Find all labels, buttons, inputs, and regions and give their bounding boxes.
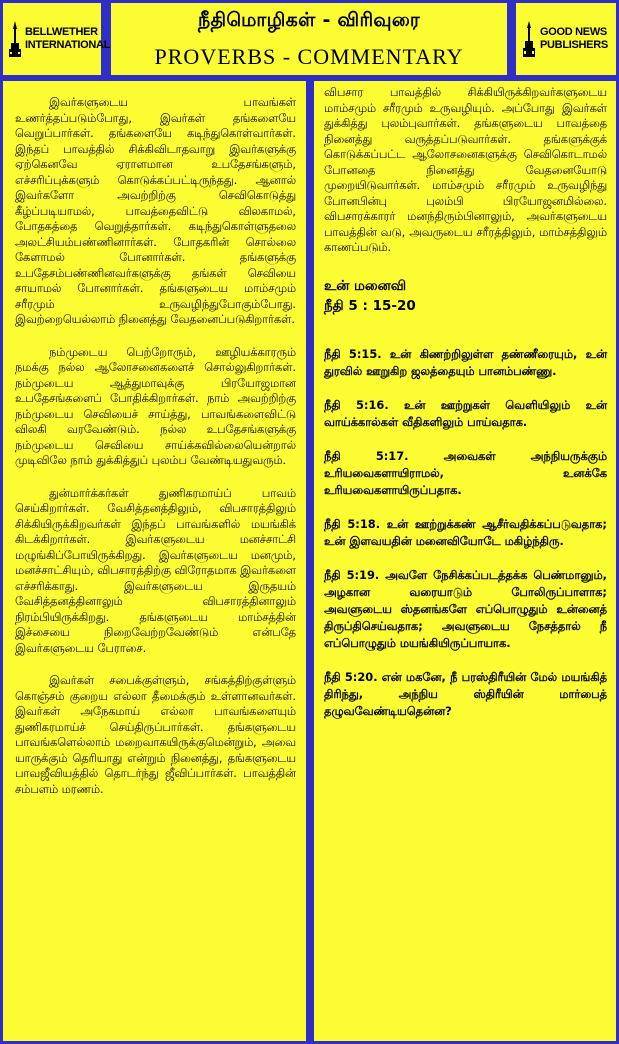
good-news-logo [516,3,616,75]
logo-left-line1: BELLWETHER [25,26,98,38]
left-paragraph-3: துன்மார்க்கர்கள் துணிகரமாய்ப் பாவம் செய்கிறார்கள். வேசித்தனத்திலும், விபசாரத்திலும் சிக்கியிருக்கிறவர்கள் இந்தப் பாவங்களில் மயங்கிக் கிடக்கிறார்கள். இவர்களுடைய மனச்சாட்சி மழுங்கிப்போயிருக்கிறது. இவர்களுடைய மனமும், மனச்சாட்சியும், விபசாரத்திற்கு விரோதமாக இவர்களை எச்சரிக்காது. இவர்களுடைய இருதயம் வேசித்தனத்தினாலும் விபசாரத்தினாலும் நிரம்பியிருக்கிறது. தங்களுடைய மாம்சத்தின் இச்சையை நிறைவேற்றவேண்டும் என்பதே இவர்களுடைய பேராசை. [15,486,296,655]
right-intro-paragraph: விபசார பாவத்தில் சிக்கியிருக்கிறவர்களுடைய மாம்சமும் சரீரமும் உருவழியும். அப்போது இவர்கள் துக்கித்து புலம்புவார்கள். தங்களுடைய பாவத்தை நினைத்து வருத்தப்படுவார்கள். தங்களுக்குக் கொடுக்கப்பட்ட ஆலோசனைகளுக்கு செவிகொடாமல் போனதை நினைத்து வேதனையோடு முறையிடுவார்கள். மாம்சமும் சரீரமும் உருவழிந்து போனபின்பு புலம்பி பிரயோஜனமில்லை. விபசாரக்காரர் மனந்திரும்பினாலும், அவர்களுடைய பாவத்தின் வடு, அவருடைய சரீரத்திலும், மாம்சத்திலும் காணப்படும். [324,86,607,254]
bellwether-logo [3,3,111,75]
left-paragraph-2: நம்முடைய பெற்றோரும், ஊழியக்காரரும் நமக்கு நல்ல ஆலோசனைகளைச் சொல்லுகிறார்கள். நம்முடைய ஆத்துமாவுக்கு பிரயோஜமான உபதேசங்களைப் போதிக்கிறார்கள். நாம் அவற்றிற்கு நம்முடைய செவியைச் சாய்த்து, பாவங்களைவிட்டு விலகி வரவேண்டும். நல்ல உபதேசங்களுக்கு நம்முடைய செவியை சாய்க்கவில்லையென்றால் முடிவிலே நாம் துக்கித்துப் புலம்ப வேண்டியதுவரும். [15,345,296,467]
header-title-tamil: நீதிமொழிகள் - விரிவுரை [197,9,421,31]
verse-5-18: நீதி 5:18. உன் ஊற்றுக்கண் ஆசீர்வதிக்கப்படுவதாக; உன் இளவயதின் மனைவியோடே மகிழ்ந்திரு. [324,516,607,548]
section-title [324,276,607,316]
left-column [3,81,306,1041]
logo-right-line1: GOOD NEWS [540,26,607,38]
verse-5-17: நீதி 5:17. அவைகள் அந்நியருக்கும் உரியவைகளாயிராமல், உனக்கே உரியவைகளாயிருப்பதாக. [324,448,607,497]
left-paragraph-1: இவர்களுடைய பாவங்கள் உணர்த்தப்படும்போது, இவர்கள் தங்களையே வெறுப்பார்கள். தங்களையே கடிந்துகொள்வார்கள். இந்தப் பாவத்தில் சிக்கிவிடாதவாறு இவர்களுக்கு ஏற்கெனவே ஏராளமான உபதேசங்களும், எச்சரிப்புக்களும் கொடுக்கப்பட்டிருந்தது. ஆனால் இவர்களோ அவற்றிற்கு செவிகொடுத்து கீழ்ப்படியாமல், பாவத்தைவிட்டு விலகாமல், போதகத்தை வெறுத்தார்கள். கடிந்துகொள்ளுதலை அலட்சியம்பண்ணினார்கள். போதகரின் சொல்லை கேளாமல் போனார்கள். தங்களுக்கு உபதேசம்பண்ணினவர்களுக்கு தங்கள் செவியை சாயாமல் போனார்கள். தங்களுடைய மாம்சமும் சரீரமும் உருவழிந்துபோகும்போது. இவற்றையெல்லாம் நினைத்து வேதனைப்படுகிறார்கள். [15,96,296,326]
header-title-english: PROVERBS - COMMENTARY [154,44,464,69]
verse-5-16: நீதி 5:16. உன் ஊற்றுகள் வெளியிலும் உன் வாய்க்கால்கள் வீதிகளிலும் பாய்வதாக. [324,397,607,429]
logo-right-line2: PUBLISHERS [540,39,608,51]
verse-5-20: நீதி 5:20. என் மகனே, நீ பரஸ்திரீயின் மேல் மயங்கித் திரிந்து, அந்நிய ஸ்திரீயின் மார்பைத் தழுவவேண்டியதென்ன? [324,669,607,718]
section-title-heading: உன் மனைவி [324,277,407,294]
right-column [314,81,616,1041]
verse-5-19: நீதி 5:19. அவளே நேசிக்கப்படத்தக்க பெண்மானும், அழகான வரையாடும் போலிருப்பாளாக; அவளுடைய ஸ்தனங்களே எப்பொழுதும் உன்னைத் திருப்திசெய்வதாக; அவளுடைய நேசத்தால் நீ எப்பொழுதும் மயங்கியிருப்பாயாக. [324,567,607,650]
good-news-emblem-icon [520,19,538,59]
left-paragraph-4: இவர்கள் சபைக்குள்ளும், சங்கத்திற்குள்ளும் கொஞ்சம் குறைய எல்லா தீமைக்கும் உள்ளானவர்கள். இவர்கள் அநேகமாய் எல்லா பாவங்களையும் துணிகரமாய்ச் செய்திருப்பார்கள். தங்களுடைய பாவங்களெல்லாம் மறைவாகயிருக்குமென்றும், அவை யாருக்கும் தெரியாது என்றும் நினைத்து, தங்களுடைய பாவஜீவியத்தில் தொடர்ந்து ஜீவிப்பார்கள். பாவத்தின் சம்பளம் மரணம். [15,674,296,796]
logo-left-line2: INTERNATIONAL [25,39,111,51]
bellwether-emblem-icon [7,19,23,59]
section-title-reference: நீதி 5 : 15-20 [324,297,416,314]
page-header [111,3,507,75]
verse-5-15: நீதி 5:15. உன் கிணற்றிலுள்ள தண்ணீரையும், உன் துரவில் ஊறுகிற ஜலத்தையும் பானம்பண்ணு. [324,346,607,378]
